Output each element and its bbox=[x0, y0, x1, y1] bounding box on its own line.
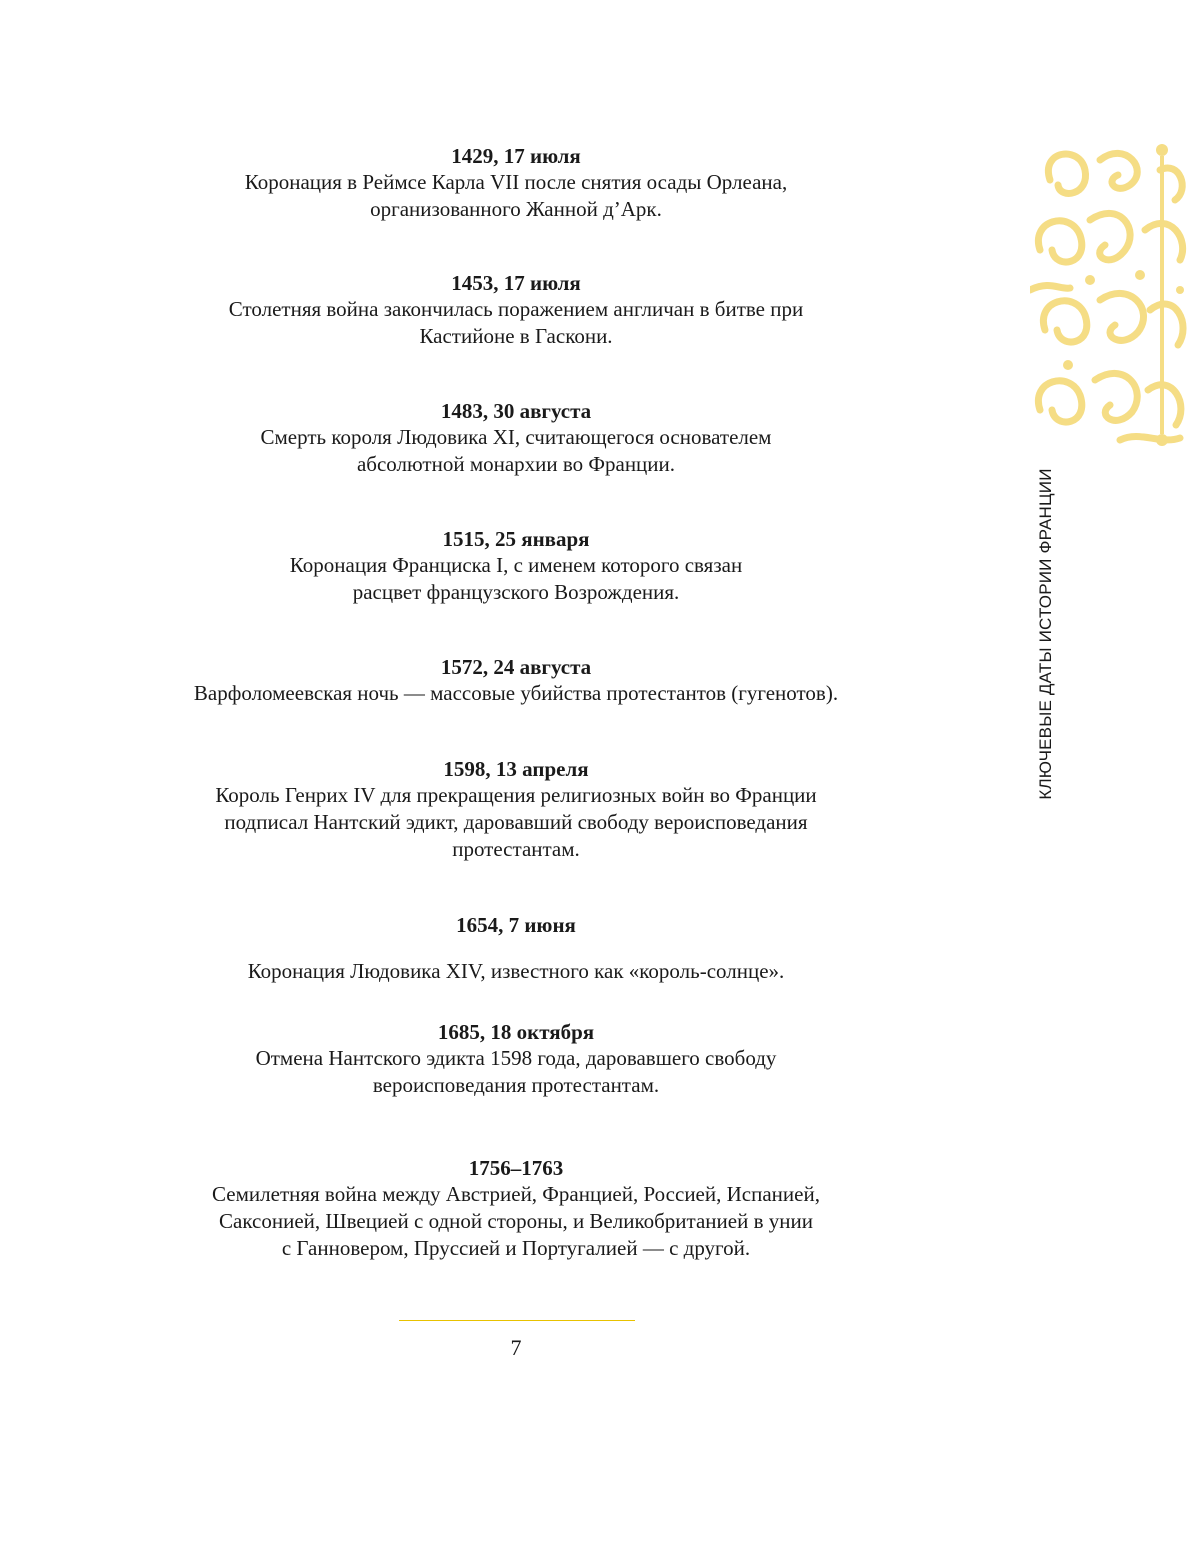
entry-line: Смерть короля Людовика XI, считающегося основателем bbox=[260, 425, 772, 449]
entry-description bbox=[120, 958, 912, 985]
chronology-entry bbox=[120, 1155, 912, 1262]
chronology-entry bbox=[120, 526, 912, 606]
side-title-text: КЛЮЧЕВЫЕ ДАТЫ ИСТОРИИ ФРАНЦИИ bbox=[1036, 468, 1055, 800]
entry-line: с Ганновером, Пруссией и Португалией — с другой. bbox=[281, 1236, 751, 1260]
entry-line: протестантам. bbox=[452, 837, 580, 861]
entry-description bbox=[120, 680, 912, 707]
footer-divider bbox=[399, 1320, 635, 1321]
entry-line: Кастийоне в Гаскони. bbox=[419, 324, 613, 348]
entry-line: подписал Нантский эдикт, даровавший свободу вероисповедания bbox=[224, 810, 808, 834]
entry-line: Семилетняя война между Австрией, Францией, Россией, Испанией, bbox=[212, 1182, 820, 1206]
chronology-entry bbox=[120, 398, 912, 478]
entry-line: Коронация Людовика XIV, известного как «король-солнце». bbox=[247, 959, 785, 983]
entry-date: 1572, 24 августа bbox=[440, 655, 592, 679]
baroque-scroll-ornament-icon bbox=[1030, 140, 1193, 452]
entry-date: 1453, 17 июля bbox=[451, 271, 581, 295]
entry-line: Коронация в Реймсе Карла VII после снятия осады Орлеана, bbox=[244, 170, 788, 194]
entry-line: организованного Жанной д’Арк. bbox=[370, 197, 662, 221]
entry-line: абсолютной монархии во Франции. bbox=[356, 452, 676, 476]
entry-description bbox=[120, 169, 912, 223]
page-number: 7 bbox=[510, 1335, 522, 1360]
entry-date: 1598, 13 апреля bbox=[443, 757, 589, 781]
entry-line: Король Генрих IV для прекращения религиозных войн во Франции bbox=[215, 783, 817, 807]
entry-date: 1756–1763 bbox=[468, 1156, 564, 1180]
entry-description bbox=[120, 296, 912, 350]
chronology-entry bbox=[120, 270, 912, 350]
side-section-title bbox=[1031, 460, 1061, 808]
chronology-entry bbox=[120, 756, 912, 863]
entry-line: Коронация Франциска I, с именем которого связан bbox=[289, 553, 743, 577]
entry-date: 1515, 25 января bbox=[442, 527, 590, 551]
entry-description bbox=[120, 552, 912, 606]
chronology-entry bbox=[120, 654, 912, 707]
entry-line: расцвет французского Возрождения. bbox=[352, 580, 680, 604]
entry-description bbox=[120, 782, 912, 863]
entry-description bbox=[120, 424, 912, 478]
entry-line: Отмена Нантского эдикта 1598 года, даровавшего свободу bbox=[255, 1046, 777, 1070]
entry-line: Варфоломеевская ночь — массовые убийства протестантов (гугенотов). bbox=[193, 681, 839, 705]
entry-date: 1429, 17 июля bbox=[451, 144, 581, 168]
chronology-entry bbox=[120, 912, 912, 985]
entry-date: 1483, 30 августа bbox=[440, 399, 592, 423]
entry-date: 1654, 7 июня bbox=[456, 913, 576, 937]
entry-line: Столетняя война закончилась поражением англичан в битве при bbox=[228, 297, 804, 321]
chronology-entry bbox=[120, 1019, 912, 1099]
entry-line: Саксонией, Швецией с одной стороны, и Великобританией в унии bbox=[219, 1209, 813, 1233]
entry-line: вероисповедания протестантам. bbox=[372, 1073, 660, 1097]
entry-description bbox=[120, 1045, 912, 1099]
entry-description bbox=[120, 1181, 912, 1262]
chronology-entry bbox=[120, 143, 912, 223]
entry-date: 1685, 18 октября bbox=[437, 1020, 595, 1044]
